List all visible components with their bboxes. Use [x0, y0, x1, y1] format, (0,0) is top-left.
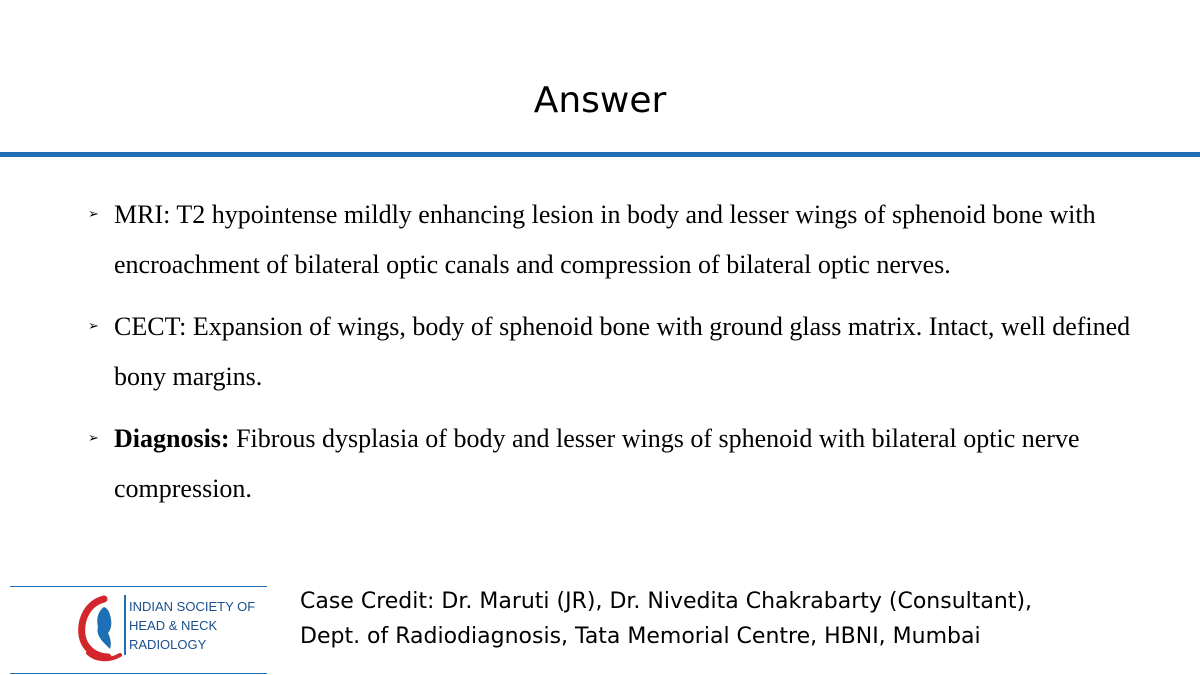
- arrow-bullet-icon: ➢: [88, 431, 99, 446]
- bullet-lead: Diagnosis:: [114, 424, 230, 453]
- bullet-text: MRI: T2 hypointense mildly enhancing lesion in body and lesser wings of sphenoid bone with encroachment of bilateral optic canals and compression of bilateral optic nerves.: [114, 200, 1096, 279]
- credit-line-1: Case Credit: Dr. Maruti (JR), Dr. Nivedita Chakrabarty (Consultant),: [300, 589, 1033, 614]
- logo-line: RADIOLOGY: [129, 637, 207, 652]
- bullet-item-cect: [88, 302, 1148, 402]
- bullet-text: CECT: Expansion of wings, body of sphenoid bone with ground glass matrix. Intact, well defined bony margins.: [114, 312, 1131, 391]
- case-credit: [300, 584, 1032, 654]
- logo-line: HEAD & NECK: [129, 618, 218, 633]
- bullet-list: [88, 190, 1148, 526]
- title-divider: [0, 152, 1200, 157]
- arrow-bullet-icon: ➢: [88, 207, 99, 222]
- logo-text: [129, 597, 255, 654]
- logo-divider: [124, 595, 126, 655]
- bullet-text: Fibrous dysplasia of body and lesser wings of sphenoid with bilateral optic nerve compression.: [114, 424, 1080, 503]
- credit-line-2: Dept. of Radiodiagnosis, Tata Memorial Centre, HBNI, Mumbai: [300, 624, 981, 649]
- slide-title: Answer: [533, 80, 667, 121]
- bullet-item-mri: [88, 190, 1148, 290]
- bullet-item-diagnosis: [88, 414, 1148, 514]
- arrow-bullet-icon: ➢: [88, 319, 99, 334]
- society-logo: [10, 586, 267, 674]
- head-neck-emblem-icon: [74, 593, 124, 663]
- logo-line: INDIAN SOCIETY OF: [129, 599, 256, 614]
